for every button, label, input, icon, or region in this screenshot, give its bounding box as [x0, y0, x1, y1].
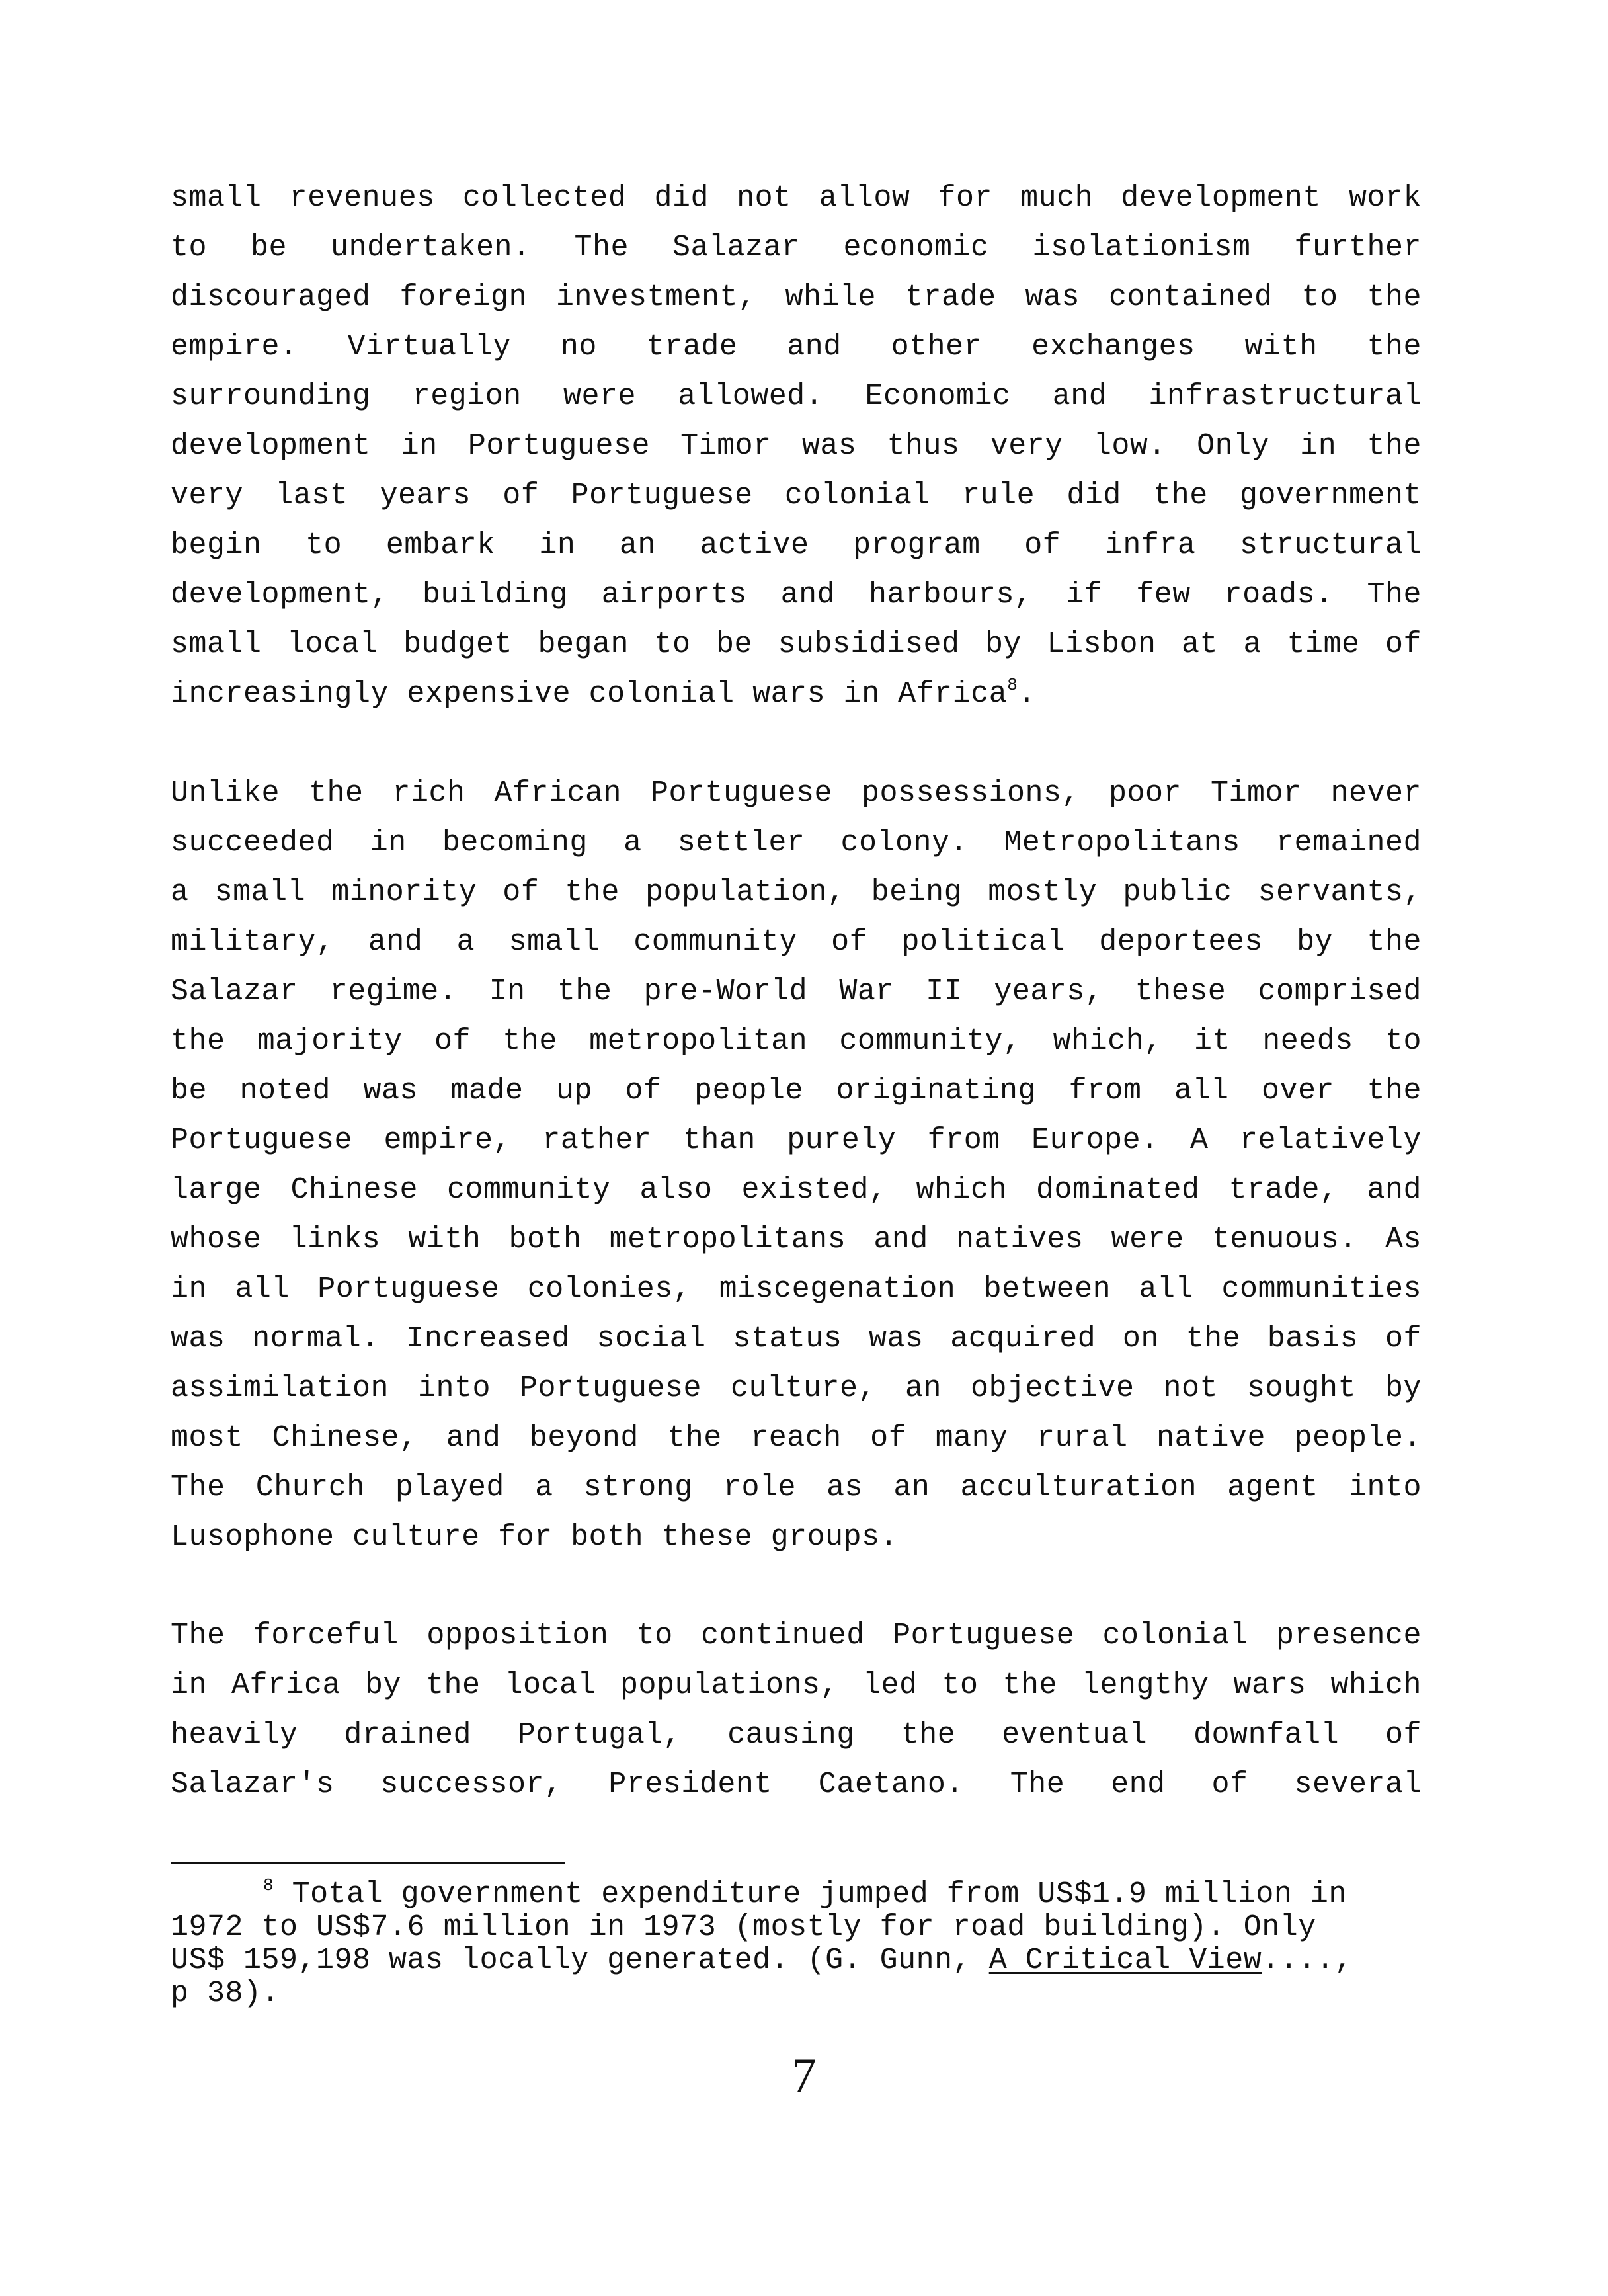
text-line: The Church played a strong role as an acculturation agent into	[171, 1471, 1422, 1504]
text-line: heavily drained Portugal, causing the eventual downfall of	[171, 1718, 1422, 1752]
paragraph-2	[171, 768, 1422, 1562]
text-line: small revenues collected did not allow for much development work	[171, 181, 1422, 215]
paragraph-3	[171, 1611, 1422, 1809]
text-line-content: increasingly expensive colonial wars in Africa	[171, 677, 1008, 711]
text-line-last: Lusophone culture for both these groups.	[171, 1520, 899, 1554]
text-line: succeeded in becoming a settler colony. Metropolitans remained	[171, 826, 1422, 860]
text-line: assimilation into Portuguese culture, an objective not sought by	[171, 1372, 1422, 1405]
text-line: in all Portuguese colonies, miscegenation between all communities	[171, 1272, 1422, 1306]
text-line: Salazar's successor, President Caetano. The end of several	[171, 1768, 1422, 1801]
text-line: large Chinese community also existed, which dominated trade, and	[171, 1173, 1422, 1207]
text-line: surrounding region were allowed. Economic and infrastructural	[171, 380, 1422, 413]
text-line: was normal. Increased social status was acquired on the basis of	[171, 1322, 1422, 1356]
text-line: the majority of the metropolitan community, which, it needs to	[171, 1024, 1422, 1058]
text-line: a small minority of the population, being mostly public servants,	[171, 876, 1422, 909]
text-line: whose links with both metropolitans and natives were tenuous. As	[171, 1223, 1422, 1256]
footnote	[171, 1875, 1422, 2010]
text-line: Portuguese empire, rather than purely from Europe. A relatively	[171, 1124, 1422, 1157]
text-line: most Chinese, and beyond the reach of many rural native people.	[171, 1421, 1422, 1455]
text-line: to be undertaken. The Salazar economic isolationism further	[171, 231, 1422, 265]
page-number: 7	[791, 2049, 817, 2103]
text-line-last	[171, 669, 1422, 719]
footnote-text: ....,	[1262, 1944, 1353, 1977]
text-line: development, building airports and harbours, if few roads. The	[171, 578, 1422, 612]
footnote-line	[171, 1944, 1422, 1977]
text-line: military, and a small community of political deportees by the	[171, 925, 1422, 959]
cited-work-title: A Critical View	[988, 1944, 1262, 1977]
footnote-line	[171, 1875, 1422, 1911]
footnote-marker: 8	[263, 1875, 274, 1895]
text-line: begin to embark in an active program of infra structural	[171, 528, 1422, 562]
text-line: The forceful opposition to continued Portuguese colonial presence	[171, 1619, 1422, 1653]
text-line: Unlike the rich African Portuguese possessions, poor Timor never	[171, 776, 1422, 810]
text-line: development in Portuguese Timor was thus very low. Only in the	[171, 429, 1422, 463]
footnote-reference[interactable]: 8	[1007, 675, 1018, 695]
footnote-text: US$ 159,198 was locally generated. (G. Gunn,	[171, 1944, 989, 1977]
footnote-line: 1972 to US$7.6 million in 1973 (mostly for road building). Only	[171, 1910, 1316, 1944]
text-line: empire. Virtually no trade and other exchanges with the	[171, 330, 1422, 364]
sentence-end: .	[1018, 677, 1036, 711]
text-line: be noted was made up of people originating from all over the	[171, 1074, 1422, 1108]
text-line: in Africa by the local populations, led to the lengthy wars which	[171, 1668, 1422, 1702]
footnote-text: Total government expenditure jumped from US$1.9 million in	[292, 1877, 1347, 1911]
footnote-separator	[171, 1862, 565, 1864]
text-line: discouraged foreign investment, while trade was contained to the	[171, 280, 1422, 314]
footnote-line: p 38).	[171, 1977, 280, 2010]
paragraph-1	[171, 173, 1422, 719]
text-line: Salazar regime. In the pre-World War II years, these comprised	[171, 975, 1422, 1008]
text-line: small local budget began to be subsidised by Lisbon at a time of	[171, 628, 1422, 661]
text-line: very last years of Portuguese colonial rule did the government	[171, 479, 1422, 512]
